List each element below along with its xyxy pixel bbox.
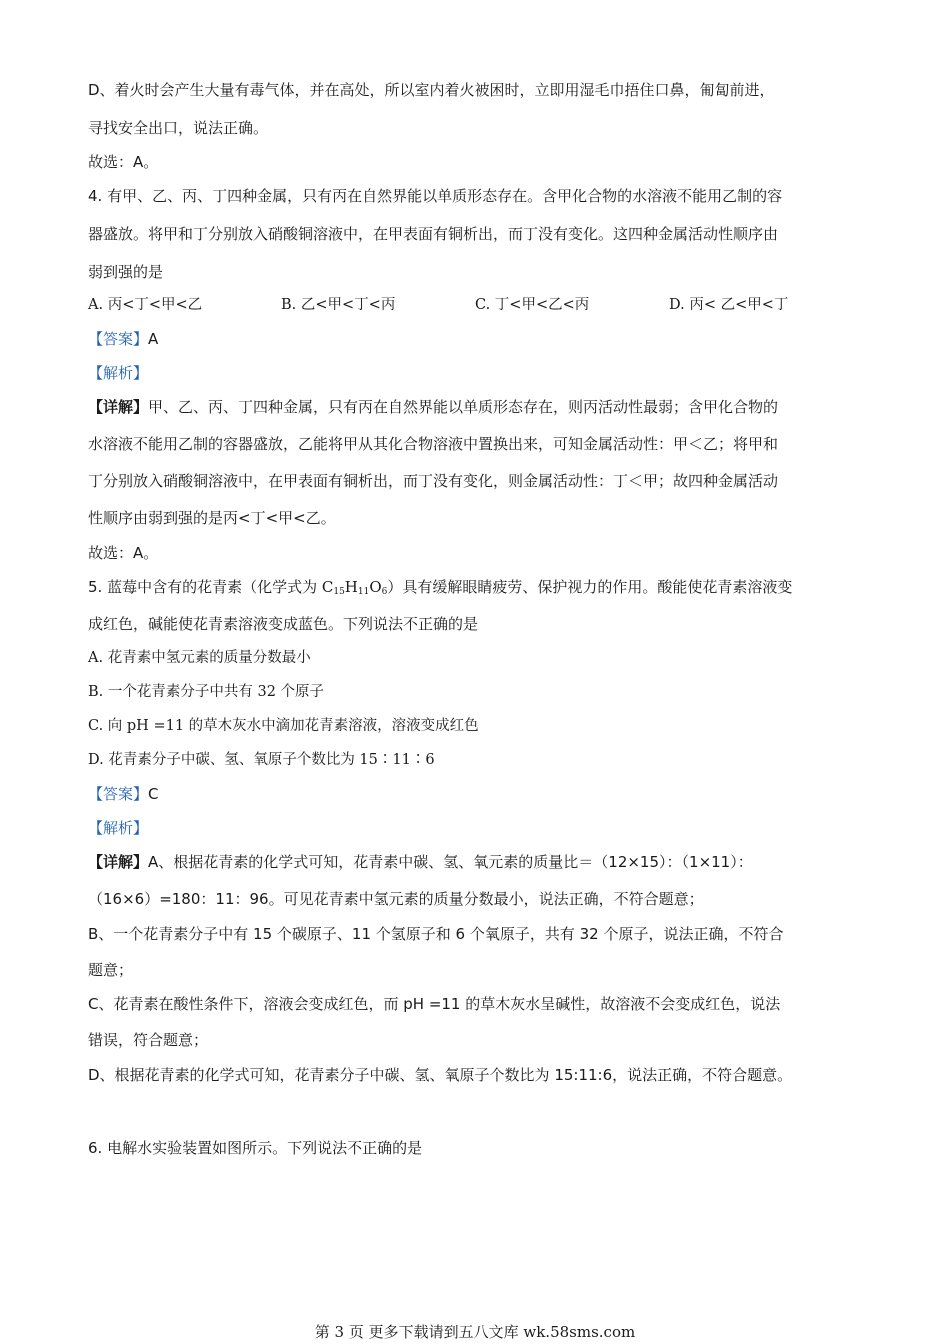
detail-line: 水溶液不能用乙制的容器盛放，乙能将甲从其化合物溶液中置换出来，可知金属活动性：甲＜乙；将甲和 [88,435,779,453]
answer-tag: 【答案】 [88,330,149,348]
option-a: A. 花青素中氢元素的质量分数最小 [88,650,311,666]
question-4-stem: 4. 有甲、乙、丙、丁四种金属，只有丙在自然界能以单质形态存在。含甲化合物的水溶液不能用乙制的容 [88,187,783,205]
analysis-tag: 【解析】 [88,364,149,382]
text-line: D、着火时会产生大量有毒气体，并在高处，所以室内着火被困时，立即用湿毛巾捂住口鼻，匍匐前进， [88,81,775,99]
answer-tag: 【答案】 [88,785,149,803]
detail-tag: 【详解】 [88,853,149,871]
question-6-stem: 6. 电解水实验装置如图所示。下列说法不正确的是 [88,1139,423,1157]
text-line: 寻找安全出口，说法正确。 [88,119,269,137]
detail-line: 丁分别放入硝酸铜溶液中，在甲表面有铜析出，而丁没有变化，则金属活动性：丁＜甲；故四种金属活动 [88,472,779,490]
question-5-stem: 5. 蓝莓中含有的花青素（化学式为 $C_{15}H_{11}O_6$）具有缓解眼睛疲劳、保护视力的作用。酸能使花青素溶液变 [88,578,793,597]
question-4-stem: 弱到强的是 [88,263,164,281]
option-d: D. 丙< 乙<甲<丁 [669,297,789,313]
question-4-stem: 器盛放。将甲和丁分别放入硝酸铜溶液中，在甲表面有铜析出，而丁没有变化。这四种金属活动性顺序由 [88,225,779,243]
text-line: 故选：A。 [88,544,159,562]
option-c: C. 丁<甲<乙<丙 [475,297,590,313]
option-b: B. 乙<甲<丁<丙 [281,297,396,313]
detail-line: 题意； [88,961,134,979]
option-d: D. 花青素分子中碳、氢、氧原子个数比为 15∶11∶6 [88,752,435,768]
answer-value: A [148,330,159,348]
option-c: C. 向 pH =11 的草木灰水中滴加花青素溶液，溶液变成红色 [88,718,479,734]
detail-line: 【详解】A、根据花青素的化学式可知，花青素中碳、氢、氧元素的质量比＝（12×15）：（1×11）： [88,853,753,871]
detail-line: C、花青素在酸性条件下，溶液会变成红色，而 pH =11 的草木灰水呈碱性，故溶液不会变成红色，说法 [88,995,781,1013]
detail-line: D、根据花青素的化学式可知，花青素分子中碳、氢、氧原子个数比为 15:11:6，说法正确，不符合题意。 [88,1066,793,1084]
detail-tag: 【详解】 [88,398,149,416]
option-a: A. 丙<丁<甲<乙 [88,297,203,313]
page-footer: 第 3 页 更多下载请到五八文库 wk.58sms.com [314,1323,636,1341]
chemical-formula: $C_{15}H_{11}O_6$ [321,578,388,597]
answer-value: C [148,785,159,803]
answer-line [88,784,159,804]
question-5-stem: 成红色，碱能使花青素溶液变成蓝色。下列说法不正确的是 [88,615,479,633]
analysis-tag: 【解析】 [88,819,149,837]
text-line: 故选：A。 [88,153,159,171]
detail-line: （16×6）=180：11：96。可见花青素中氢元素的质量分数最小，说法正确，不符合题意； [88,890,704,908]
detail-line: B、一个花青素分子中有 15 个碳原子、11 个氢原子和 6 个氧原子，共有 32 个原子，说法正确，不符合 [88,925,784,943]
option-b: B. 一个花青素分子中共有 32 个原子 [88,684,325,700]
answer-line [88,329,158,349]
detail-line: 错误，符合题意； [88,1031,209,1049]
detail-line: 【详解】甲、乙、丙、丁四种金属，只有丙在自然界能以单质形态存在，则丙活动性最弱；含甲化合物的 [88,398,779,416]
detail-line: 性顺序由弱到强的是丙<丁<甲<乙。 [88,509,336,527]
